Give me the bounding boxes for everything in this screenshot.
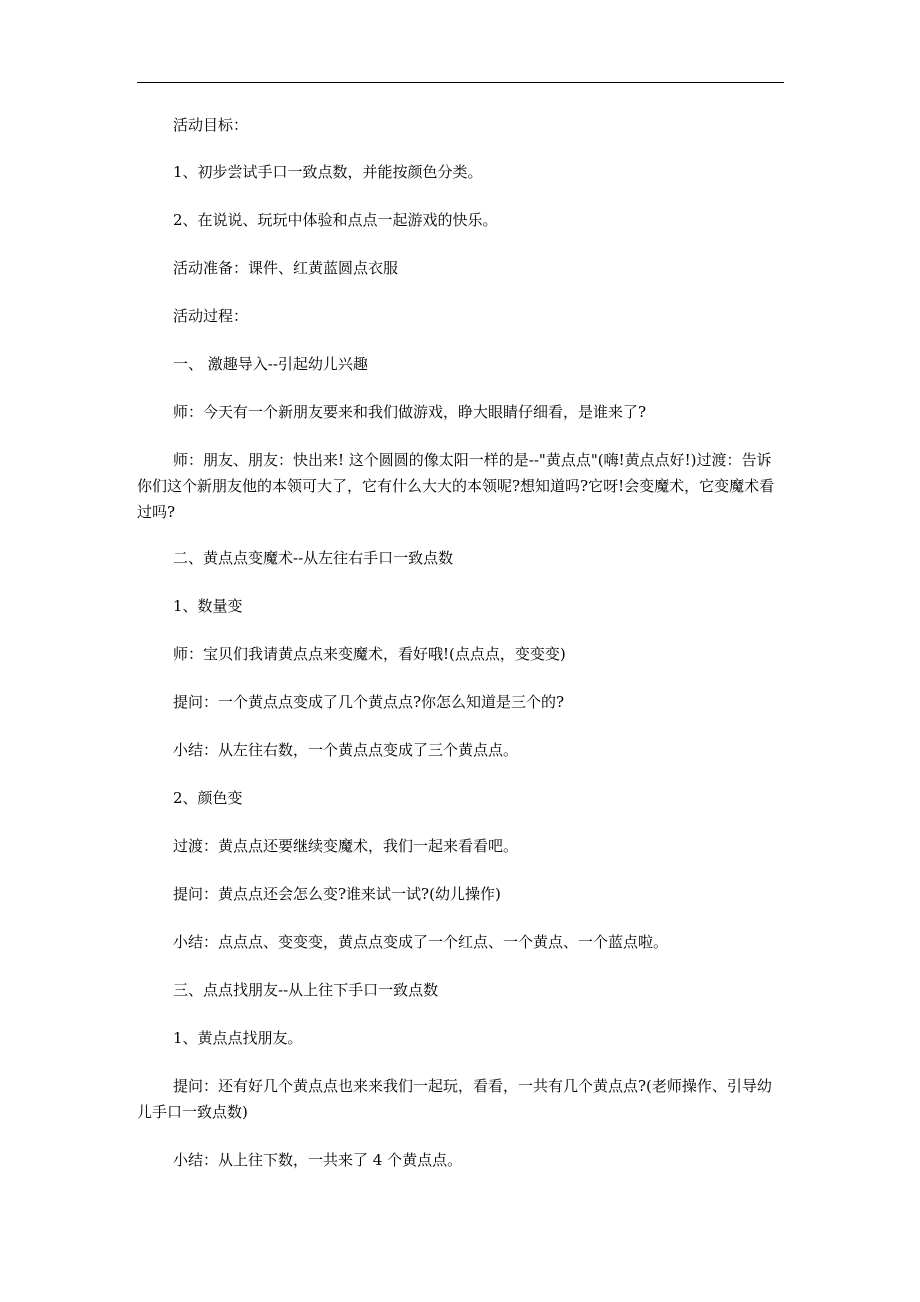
paragraph-summary-3: 小结：从上往下数，一共来了 4 个黄点点。 <box>173 1151 463 1169</box>
paragraph-goal-1: 1、初步尝试手口一致点数，并能按颜色分类。 <box>173 163 483 181</box>
paragraph-teacher-intro: 师：今天有一个新朋友要来和我们做游戏，睁大眼睛仔细看，是谁来了? <box>173 403 647 421</box>
paragraph-goal-2: 2、在说说、玩玩中体验和点点一起游戏的快乐。 <box>173 211 498 229</box>
paragraph-section-3-heading: 三、点点找朋友--从上往下手口一致点数 <box>173 981 439 999</box>
header-rule <box>137 82 784 83</box>
paragraph-find-friends: 1、黄点点找朋友。 <box>173 1029 303 1047</box>
paragraph-preparation: 活动准备：课件、红黄蓝圆点衣服 <box>173 259 399 277</box>
paragraph-quantity-change: 1、数量变 <box>173 597 243 615</box>
paragraph-process-heading: 活动过程： <box>173 307 249 325</box>
paragraph-summary-2: 小结：点点点、变变变，黄点点变成了一个红点、一个黄点、一个蓝点啦。 <box>173 933 669 951</box>
paragraph-transition: 过渡：黄点点还要继续变魔术，我们一起来看看吧。 <box>173 837 519 855</box>
paragraph-summary-1: 小结：从左往右数，一个黄点点变成了三个黄点点。 <box>173 741 519 759</box>
paragraph-color-change: 2、颜色变 <box>173 789 243 807</box>
paragraph-section-1-heading: 一、 激趣导入--引起幼儿兴趣 <box>173 355 368 373</box>
paragraph-teacher-friend: 师：朋友、朋友：快出来! 这个圆圆的像太阳一样的是--"黄点点"(嗨!黄点点好!)过渡：告诉你们这个新朋友他的本领可大了，它有什么大大的本领呢?想知道吗?它呀!会变魔术，它变魔术看过吗? <box>137 451 775 521</box>
paragraph-section-2-heading: 二、黄点点变魔术--从左往右手口一致点数 <box>173 549 454 567</box>
paragraph-question-1: 提问：一个黄点点变成了几个黄点点?你怎么知道是三个的? <box>173 693 565 711</box>
paragraph-activity-goals-heading: 活动目标： <box>173 116 249 134</box>
paragraph-question-3: 提问：还有好几个黄点点也来来我们一起玩，看看，一共有几个黄点点?(老师操作、引导幼儿手口一致点数) <box>137 1077 772 1121</box>
paragraph-teacher-magic: 师：宝贝们我请黄点点来变魔术，看好哦!(点点点，变变变) <box>173 645 566 663</box>
paragraph-question-2: 提问：黄点点还会怎么变?谁来试一试?(幼儿操作) <box>173 885 501 903</box>
